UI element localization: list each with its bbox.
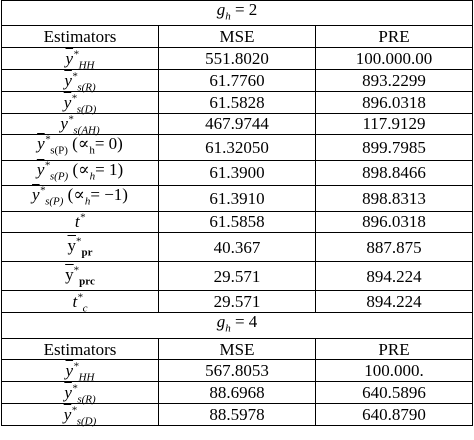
mse-cell: 88.6968 [159,382,316,404]
mse-cell: 61.5828 [159,91,316,113]
pre-cell: 894.224 [316,262,473,291]
results-table [1,0,473,426]
pre-cell: 896.0318 [316,211,473,233]
table-row [2,69,473,91]
table-row [2,211,473,233]
estimator-cell: $\overline{y}^*_{s(P)}$ $(\propto_h= 0)$ [2,135,159,160]
pre-cell: 100.000.00 [316,48,473,70]
mse-cell: 61.3900 [159,160,316,185]
mse-cell: 61.7760 [159,69,316,91]
table-row [2,233,473,262]
table-row [2,360,473,382]
mse-cell: 467.9744 [159,113,316,135]
table-row [2,404,473,426]
mse-cell: 29.571 [159,291,316,313]
pre-cell: 100.000. [316,360,473,382]
header-row [2,338,473,360]
table-row [2,382,473,404]
table-row [2,160,473,185]
estimator-cell: $\overline{y}^*_{s(P)}$ $(\propto_h= 1)$ [2,160,159,185]
estimator-cell: $\overline{y}^*_{s(P)}$ $(\propto_h= -1)$ [2,186,159,211]
section-title: $g_h = 2$ [2,1,473,26]
section-title-row [2,1,473,26]
header-mse: MSE [159,338,316,360]
pre-cell: 893.2299 [316,69,473,91]
estimator-cell: $\overline{y}^*_{s(R)}$ [2,382,159,404]
header-mse: MSE [159,26,316,48]
header-estimators: Estimators [2,338,159,360]
pre-cell: 899.7985 [316,135,473,160]
pre-cell: 894.224 [316,291,473,313]
estimator-cell: $\overline{y}^*_{HH}$ [2,48,159,70]
pre-cell: 896.0318 [316,91,473,113]
table-row [2,291,473,313]
header-pre: PRE [316,338,473,360]
mse-cell: 61.3910 [159,186,316,211]
pre-cell: 640.5896 [316,382,473,404]
mse-cell: 551.8020 [159,48,316,70]
estimator-cell: $\overline{y}^*_{s(D)}$ [2,91,159,113]
section-title: $g_h = 4$ [2,313,473,338]
mse-cell: 567.8053 [159,360,316,382]
mse-cell: 29.571 [159,262,316,291]
estimator-cell: $\overline{y}^*_{HH}$ [2,360,159,382]
table-row [2,262,473,291]
mse-cell: 88.5978 [159,404,316,426]
table-row [2,186,473,211]
pre-cell: 898.8313 [316,186,473,211]
estimator-cell: $\overline{y}^*_{pr}$ [2,233,159,262]
mse-cell: 61.32050 [159,135,316,160]
estimator-cell: $\overline{y}^*_{s(D)}$ [2,404,159,426]
estimator-cell: $\overline{y}^*_{prc}$ [2,262,159,291]
pre-cell: 898.8466 [316,160,473,185]
mse-cell: 61.5858 [159,211,316,233]
pre-cell: 640.8790 [316,404,473,426]
estimator-cell: $\overline{y}^*_{s(R)}$ [2,69,159,91]
estimator-cell: $\overline{y}^*_{s(AH)}$ [2,113,159,135]
table-row [2,48,473,70]
header-row [2,26,473,48]
pre-cell: 887.875 [316,233,473,262]
mse-cell: 40.367 [159,233,316,262]
header-pre: PRE [316,26,473,48]
table-row [2,135,473,160]
table-row [2,113,473,135]
table-row [2,91,473,113]
header-estimators: Estimators [2,26,159,48]
estimator-cell: t* [2,211,159,233]
pre-cell: 117.9129 [316,113,473,135]
estimator-cell: $t^*_c$ [2,291,159,313]
section-title-row [2,313,473,338]
